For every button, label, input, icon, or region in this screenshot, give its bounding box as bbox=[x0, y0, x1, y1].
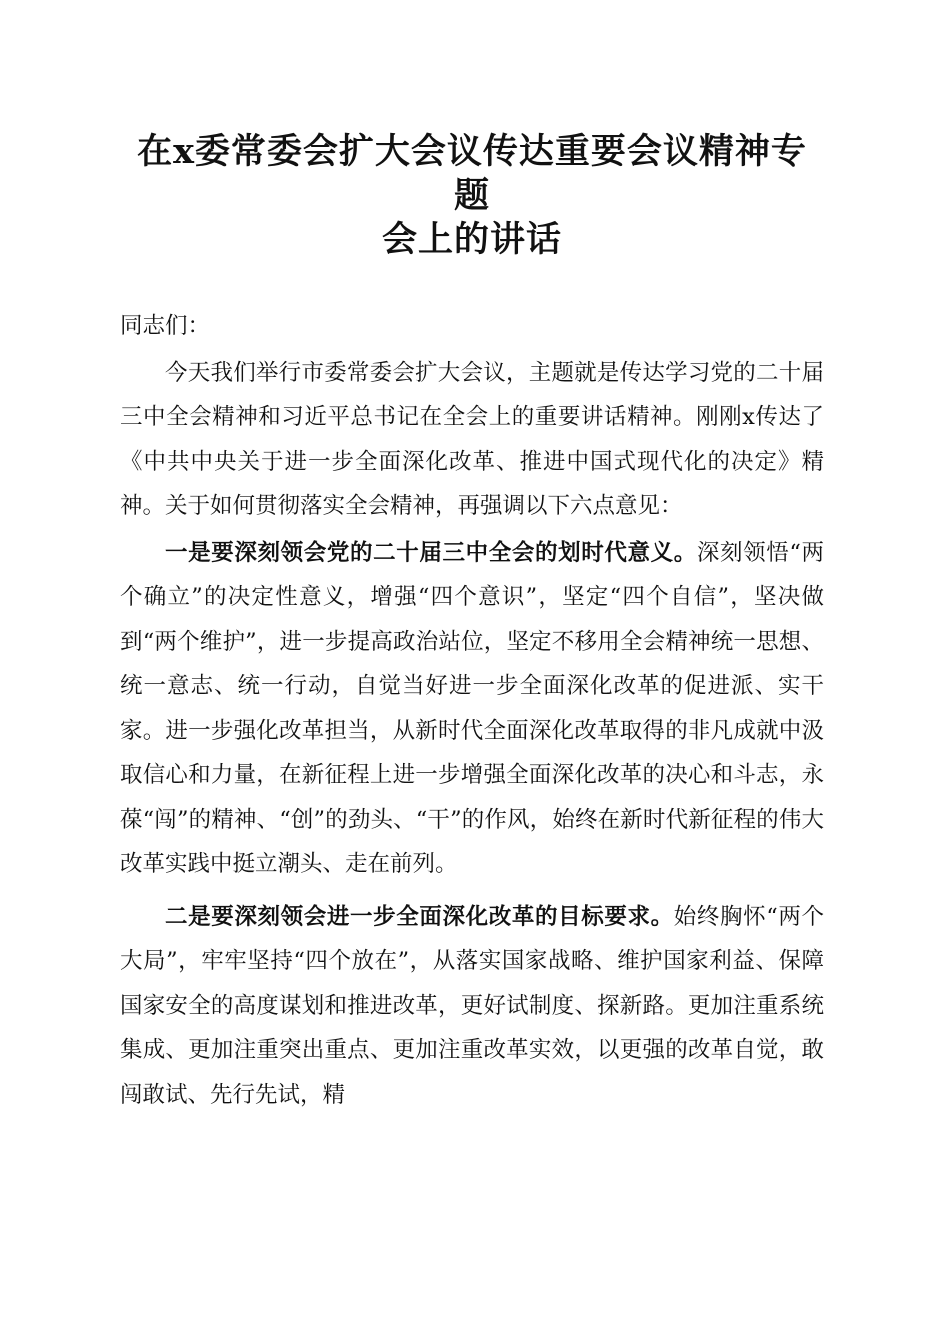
point-one-paragraph bbox=[120, 531, 824, 887]
document-page bbox=[120, 130, 824, 1117]
document-title bbox=[120, 130, 824, 262]
intro-paragraph: 今天我们举行市委常委会扩大会议，主题就是传达学习党的二十届三中全会精神和习近平总书记在全会上的重要讲话精神。刚刚x传达了《中共中央关于进一步全面深化改革、推进中国式现代化的决定》精神。关于如何贯彻落实全会精神，再强调以下六点意见： bbox=[120, 359, 824, 519]
point-two-body: 始终胸怀“两个大局”，牢牢坚持“四个放在”，从落实国家战略、维护国家利益、保障国家安全的高度谋划和推进改革，更好试制度、探新路。更加注重系统集成、更加注重突出重点、更加注重改革实效，以更强的改革自觉，敢闯敢试、先行先试，精 bbox=[120, 903, 824, 1108]
point-two-lead: 二是要深刻领会进一步全面深化改革的目标要求。 bbox=[165, 903, 674, 930]
point-two-paragraph bbox=[120, 895, 824, 1118]
point-one-body: 深刻领悟“两个确立”的决定性意义，增强“四个意识”，坚定“四个自信”，坚决做到“两个维护”，进一步提高政治站位，坚定不移用全会精神统一思想、统一意志、统一行动，自觉当好进一步全面深化改革的促进派、实干家。进一步强化改革担当，从新时代全面深化改革取得的非凡成就中汲取信心和力量，在新征程上进一步增强全面深化改革的决心和斗志，永葆“闯”的精神、“创”的劲头、“干”的作风，始终在新时代新征程的伟大改革实践中挺立潮头、走在前列。 bbox=[120, 539, 824, 877]
point-one-lead: 一是要深刻领会党的二十届三中全会的划时代意义。 bbox=[165, 539, 697, 566]
greeting: 同志们： bbox=[120, 313, 211, 339]
title-line-2: 会上的讲话 bbox=[381, 219, 562, 260]
title-line-1: 在x委常委会扩大会议传达重要会议精神专题 bbox=[137, 131, 807, 216]
